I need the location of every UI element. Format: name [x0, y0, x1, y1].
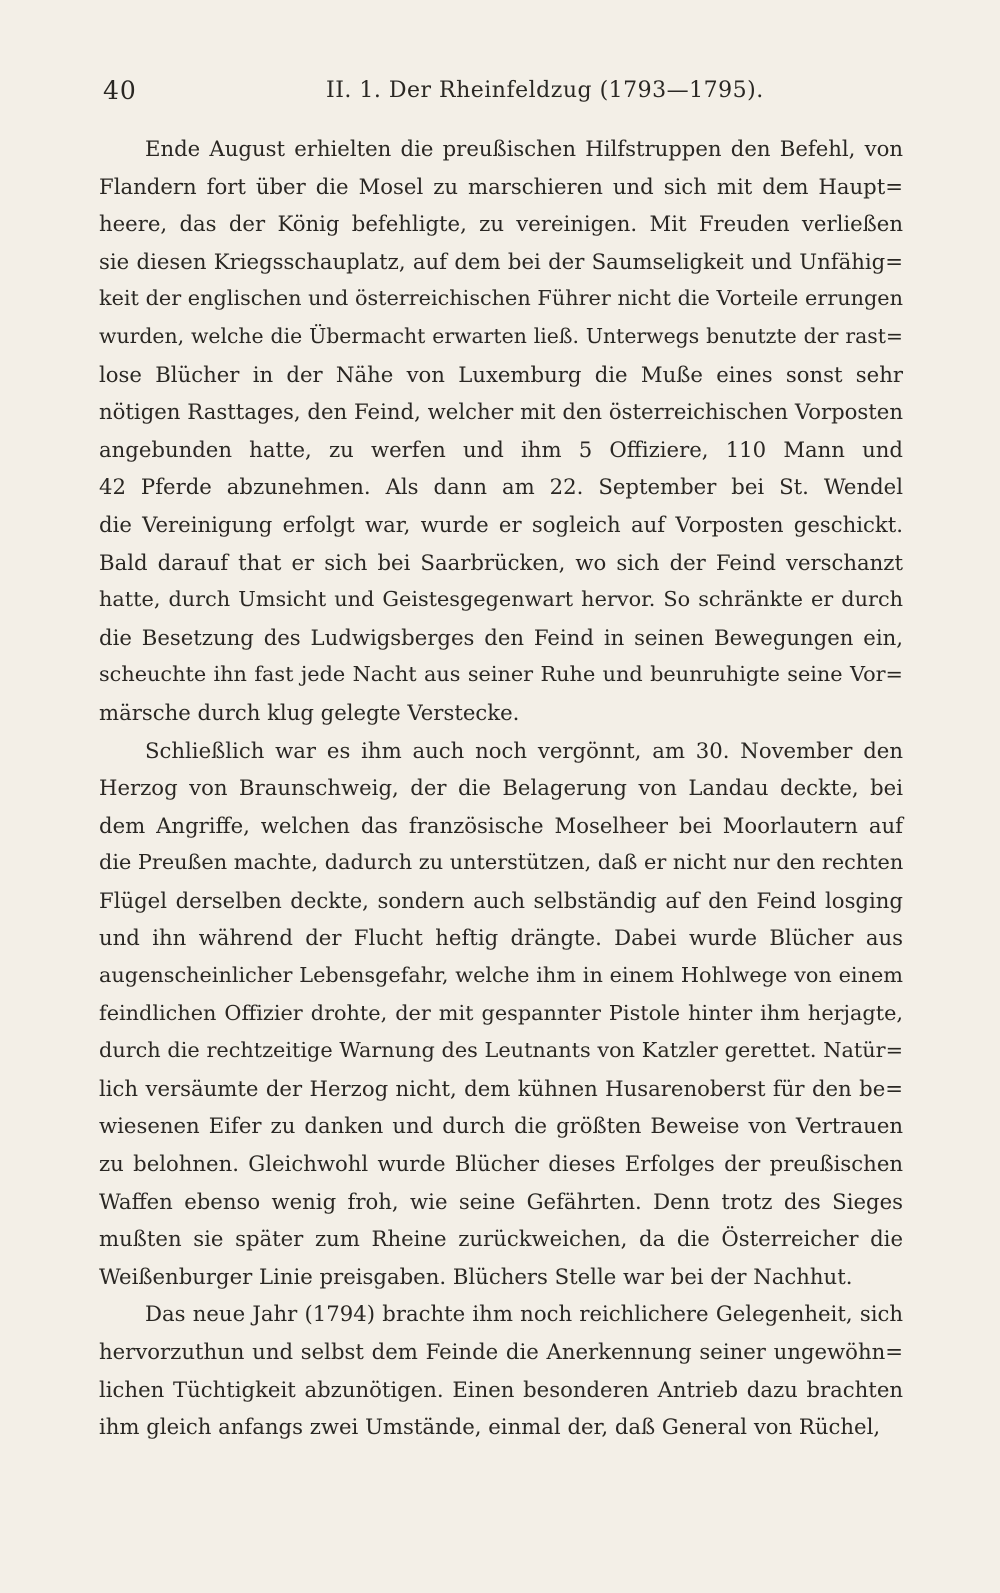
page-number: 40	[103, 76, 137, 105]
text-line: die Preußen machte, dadurch zu unterstützen, daß er nicht nur den rechten	[99, 850, 904, 875]
text-line: lose Blücher in der Nähe von Luxemburg die Muße eines sonst sehr	[99, 361, 903, 387]
text-line: Weißenburger Linie preisgaben. Blüchers Stelle war bei der Nachhut.	[99, 1263, 853, 1289]
text-line: die Vereinigung erfolgt war, wurde er sogleich auf Vorposten geschickt.	[99, 511, 903, 537]
text-line: Herzog von Braunschweig, der die Belagerung von Landau deckte, bei	[99, 775, 903, 801]
page-header	[0, 76, 1000, 116]
text-line: Ende August erhielten die preußischen Hilfstruppen den Befehl, von	[145, 136, 903, 161]
body-text	[99, 130, 903, 1446]
text-line: hatte, durch Umsicht und Geistesgegenwart hervor. So schränkte er durch	[99, 587, 903, 612]
text-line: zu belohnen. Gleichwohl wurde Blücher dieses Erfolges der preußischen	[99, 1151, 903, 1177]
text-line: hervorzuthun und selbst dem Feinde die Anerkennung seiner ungewöhn=	[99, 1339, 903, 1364]
paragraph	[99, 1295, 903, 1445]
text-line: märsche durch klug gelegte Verstecke.	[99, 699, 520, 725]
text-line: Das neue Jahr (1794) brachte ihm noch reichlichere Gelegenheit, sich	[145, 1301, 903, 1327]
paragraph	[99, 130, 903, 732]
text-line: mußten sie später zum Rheine zurückweichen, da die Österreicher die	[99, 1226, 903, 1252]
text-line: heere, das der König befehligte, zu vereinigen. Mit Freuden verließen	[99, 211, 903, 237]
text-line: Schließlich war es ihm auch noch vergönnt, am 30. November den	[145, 737, 903, 763]
text-line: die Besetzung des Ludwigsberges den Feind in seinen Bewegungen ein,	[99, 624, 903, 650]
text-line: sie diesen Kriegsschauplatz, auf dem bei der Saumseligkeit und Unfähig=	[99, 248, 903, 274]
text-line: nötigen Rasttages, den Feind, welcher mit den österreichischen Vorposten	[99, 399, 903, 425]
text-line: lichen Tüchtigkeit abzunötigen. Einen besonderen Antrieb dazu brachten	[99, 1376, 903, 1402]
text-line: durch die rechtzeitige Warnung des Leutnants von Katzler gerettet. Natür=	[99, 1038, 903, 1063]
paragraph	[99, 732, 903, 1296]
text-line: feindlichen Offizier drohte, der mit gespannter Pistole hinter ihm herjagte,	[99, 1000, 903, 1025]
text-line: und ihn während der Flucht heftig drängte. Dabei wurde Blücher aus	[99, 925, 903, 951]
text-line: 42 Pferde abzunehmen. Als dann am 22. September bei St. Wendel	[99, 474, 903, 500]
running-title: II. 1. Der Rheinfeldzug (1793—1795).	[326, 78, 764, 103]
text-line: ihm gleich anfangs zwei Umstände, einmal der, daß General von Rüchel,	[99, 1414, 881, 1440]
text-line: Flügel derselben deckte, sondern auch selbständig auf den Feind losging	[99, 887, 903, 913]
text-line: Bald darauf that er sich bei Saarbrücken, wo sich der Feind verschanzt	[99, 549, 903, 575]
text-line: augenscheinlicher Lebensgefahr, welche ihm in einem Hohlwege von einem	[99, 963, 903, 988]
text-line: dem Angriffe, welchen das französische Moselheer bei Moorlautern auf	[99, 812, 903, 838]
text-line: wurden, welche die Übermacht erwarten ließ. Unterwegs benutzte der rast=	[99, 323, 903, 348]
text-line: lich versäumte der Herzog nicht, dem kühnen Husarenoberst für den be=	[99, 1075, 903, 1101]
text-line: keit der englischen und österreichischen Führer nicht die Vorteile errungen	[99, 286, 903, 311]
text-line: angebunden hatte, zu werfen und ihm 5 Offiziere, 110 Mann und	[99, 436, 903, 462]
text-line: wiesenen Eifer zu danken und durch die größten Beweise von Vertrauen	[99, 1113, 903, 1139]
text-line: scheuchte ihn fast jede Nacht aus seiner Ruhe und beunruhigte seine Vor=	[99, 662, 903, 687]
text-line: Waffen ebenso wenig froh, wie seine Gefährten. Denn trotz des Sieges	[99, 1188, 903, 1214]
text-line: Flandern fort über die Mosel zu marschieren und sich mit dem Haupt=	[99, 173, 903, 199]
